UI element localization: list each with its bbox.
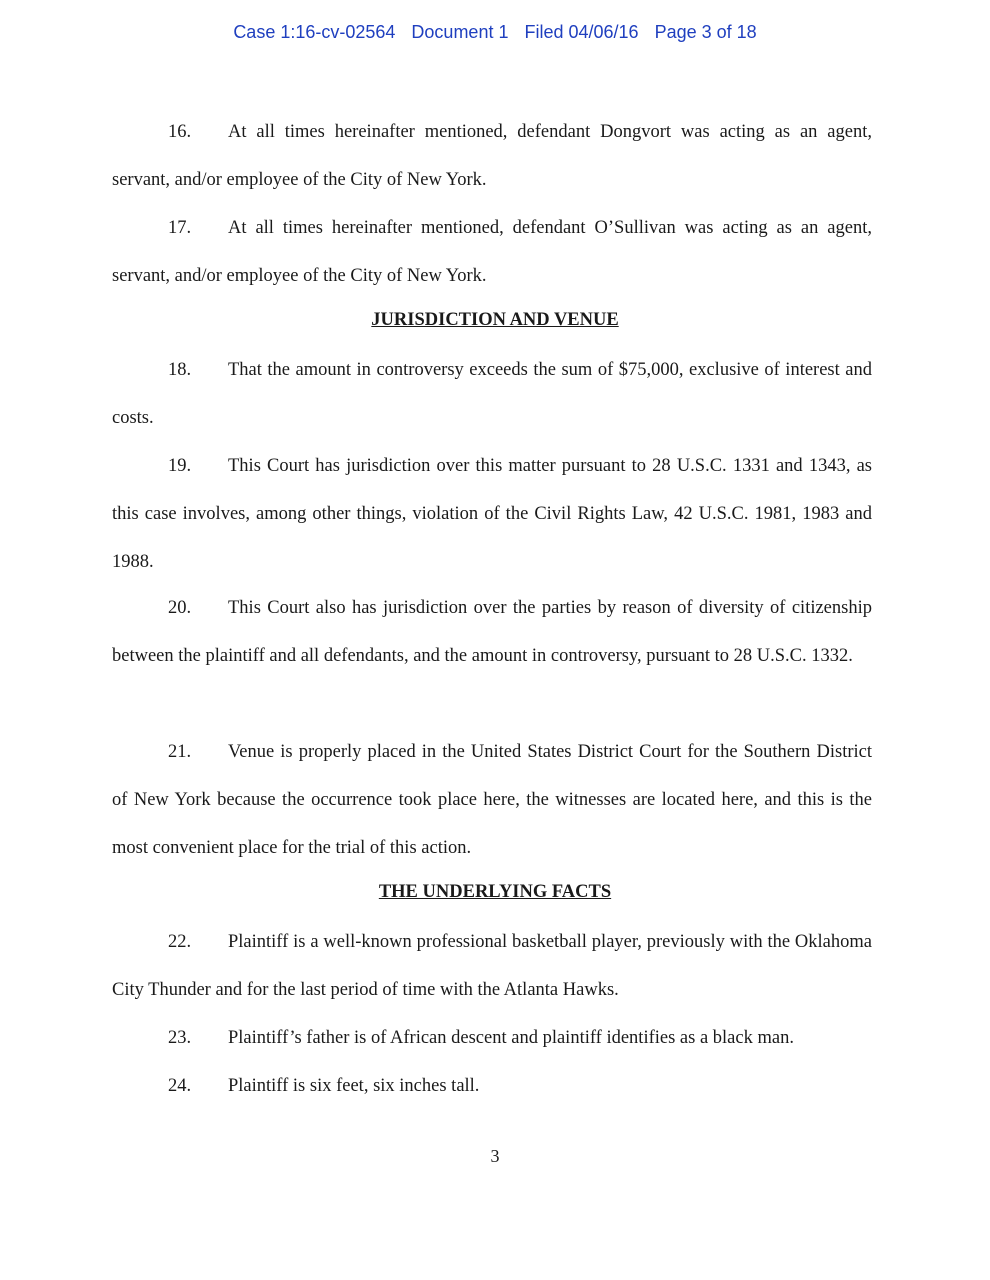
paragraph-number: 17. [168, 218, 192, 238]
paragraph-number: 21. [168, 742, 192, 762]
paragraph-number: 19. [168, 456, 192, 476]
paragraph-text: That the amount in controversy exceeds the sum of $75,000, exclusive of interest and costs. [112, 360, 872, 428]
paragraph-text: This Court has jurisdiction over this matter pursuant to 28 U.S.C. 1331 and 1343, as this case involves, among other things, violation of the Civil Rights Law, 42 U.S.C. 1981, 1983 and 1988. [112, 456, 872, 572]
paragraph-24 [112, 1062, 872, 1110]
paragraph-number: 16. [168, 122, 192, 142]
paragraph-text: Venue is properly placed in the United States District Court for the Southern District of New York because the occurrence took place here, the witnesses are located here, and this is the most convenient place for the trial of this action. [112, 742, 872, 858]
paragraph-text: Plaintiff is six feet, six inches tall. [228, 1076, 480, 1096]
paragraph-text: Plaintiff is a well-known professional basketball player, previously with the Oklahoma City Thunder and for the last period of time with the Atlanta Hawks. [112, 932, 872, 1000]
paragraph-number: 20. [168, 598, 192, 618]
document-number: Document 1 [411, 22, 509, 42]
paragraph-text: Plaintiff’s father is of African descent and plaintiff identifies as a black man. [228, 1028, 794, 1048]
paragraph-16 [112, 108, 872, 204]
paragraph-23 [112, 1014, 872, 1062]
filed-date: Filed 04/06/16 [524, 22, 639, 42]
case-number: Case 1:16-cv-02564 [233, 22, 396, 42]
paragraph-number: 18. [168, 360, 192, 380]
paragraph-19 [112, 442, 872, 586]
section-heading-facts: THE UNDERLYING FACTS [378, 882, 612, 902]
paragraph-text: At all times hereinafter mentioned, defendant Dongvort was acting as an agent, servant, and/or employee of the City of New York. [112, 122, 872, 190]
paragraph-text: This Court also has jurisdiction over the parties by reason of diversity of citizenship between the plaintiff and all defendants, and the amount in controversy, pursuant to 28 U.S.C. 1332. [112, 598, 872, 666]
section-heading-jurisdiction: JURISDICTION AND VENUE [371, 310, 619, 330]
paragraph-18 [112, 346, 872, 442]
paragraph-20 [112, 584, 872, 680]
paragraph-number: 24. [168, 1076, 192, 1096]
page-number: 3 [490, 1146, 500, 1166]
paragraph-text: At all times hereinafter mentioned, defendant O’Sullivan was acting as an agent, servant, and/or employee of the City of New York. [112, 218, 872, 286]
page-of-pages: Page 3 of 18 [654, 22, 757, 42]
case-header [0, 22, 990, 43]
paragraph-17 [112, 204, 872, 300]
paragraph-number: 22. [168, 932, 192, 952]
paragraph-number: 23. [168, 1028, 192, 1048]
paragraph-22 [112, 918, 872, 1014]
paragraph-21 [112, 728, 872, 872]
